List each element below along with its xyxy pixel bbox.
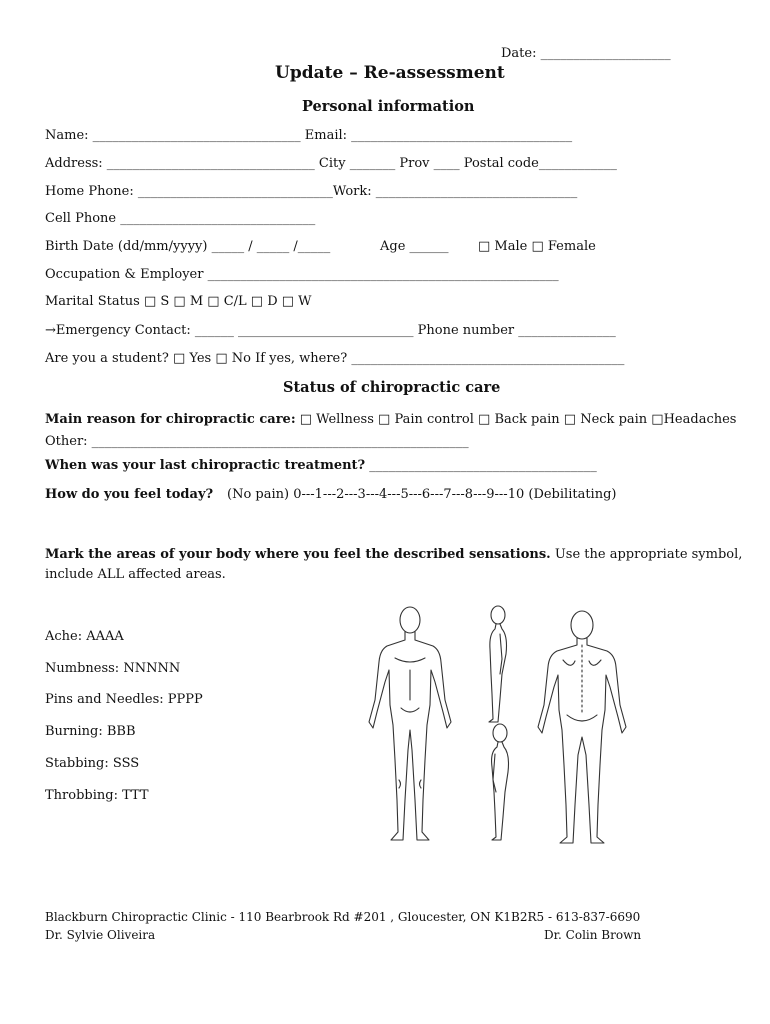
birth-date-field[interactable]: Birth Date (dd/mm/yyyy) _____ / _____ /_____ bbox=[45, 239, 331, 254]
legend-ache: Ache: AAAA bbox=[45, 629, 124, 644]
main-reason-label: Main reason for chiropractic care: bbox=[45, 412, 296, 427]
main-reason-options[interactable]: □ Wellness □ Pain control □ Back pain □ Neck pain □Headaches bbox=[295, 412, 737, 427]
body-map-instruction-bold: Mark the areas of your body where you feel the described sensations. bbox=[45, 547, 551, 562]
date-field[interactable]: Date: ____________________ bbox=[501, 46, 671, 61]
section-heading-personal: Personal information bbox=[302, 98, 475, 115]
legend-numbness: Numbness: NNNNN bbox=[45, 661, 181, 676]
other-reason-row[interactable]: Other: __________________________________________________________ bbox=[45, 434, 469, 449]
marital-status-row[interactable]: Marital Status □ S □ M □ C/L □ D □ W bbox=[45, 294, 312, 309]
clinic-info: Blackburn Chiropractic Clinic - 110 Bearbrook Rd #201 , Gloucester, ON K1B2R5 - 613-837-6690 bbox=[45, 910, 641, 924]
occupation-row[interactable]: Occupation & Employer ______________________________________________________ bbox=[45, 267, 559, 282]
legend-throbbing: Throbbing: TTT bbox=[45, 788, 149, 803]
legend-burning: Burning: BBB bbox=[45, 724, 136, 739]
emergency-contact-row[interactable]: →Emergency Contact: ______ ___________________________ Phone number _______________ bbox=[45, 323, 616, 338]
last-treatment-line[interactable]: ___________________________________ bbox=[365, 458, 597, 473]
cell-phone-row[interactable]: Cell Phone ______________________________ bbox=[45, 211, 316, 226]
pain-scale[interactable]: (No pain) 0---1---2---3---4---5---6---7---8---9---10 (Debilitating) bbox=[227, 487, 617, 502]
body-side-figure-lower[interactable] bbox=[480, 722, 520, 842]
last-treatment-label: When was your last chiropractic treatment? bbox=[45, 458, 366, 473]
legend-stabbing: Stabbing: SSS bbox=[45, 756, 140, 771]
phone-work-row[interactable]: Home Phone: ______________________________Work: _______________________________ bbox=[45, 184, 578, 199]
page-title: Update – Re-assessment bbox=[275, 63, 505, 83]
feel-today-label: How do you feel today? bbox=[45, 487, 214, 502]
student-row[interactable]: Are you a student? □ Yes □ No If yes, where? __________________________________________ bbox=[45, 351, 625, 366]
body-side-figure-upper[interactable] bbox=[480, 604, 520, 724]
last-treatment-row[interactable] bbox=[45, 458, 597, 473]
name-email-row[interactable]: Name: ________________________________ Email: __________________________________ bbox=[45, 128, 573, 143]
body-front-figure[interactable] bbox=[365, 600, 475, 845]
sex-checkboxes[interactable]: □ Male □ Female bbox=[478, 239, 596, 254]
body-map-instruction bbox=[45, 547, 742, 562]
address-row[interactable]: Address: ________________________________ City _______ Prov ____ Postal code____________ bbox=[45, 156, 617, 171]
doctor-right: Dr. Colin Brown bbox=[544, 928, 642, 942]
section-heading-care: Status of chiropractic care bbox=[283, 379, 501, 396]
doctor-left: Dr. Sylvie Oliveira bbox=[45, 928, 156, 942]
age-field[interactable]: Age ______ bbox=[380, 239, 449, 254]
main-reason-row[interactable] bbox=[45, 412, 736, 427]
body-back-figure[interactable] bbox=[535, 605, 645, 845]
body-map-instruction-line2: include ALL affected areas. bbox=[45, 567, 226, 582]
body-map-instruction-rest: Use the appropriate symbol, bbox=[550, 547, 743, 562]
legend-pins-needles: Pins and Needles: PPPP bbox=[45, 692, 203, 707]
